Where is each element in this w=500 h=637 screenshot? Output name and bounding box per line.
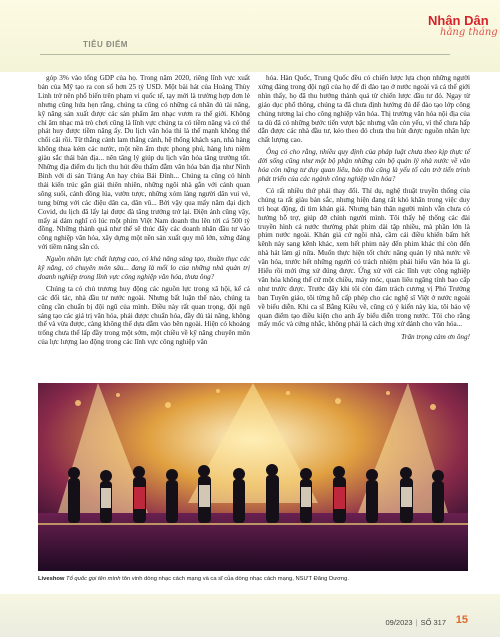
page-footer: [0, 594, 500, 637]
concert-stage-illustration: [38, 383, 468, 571]
publication-logo: [428, 13, 498, 50]
concert-photo: [38, 383, 468, 571]
caption-rest: tôn vinh dòng nhạc cách mạng và ca sĩ của dòng nhạc cách mạng, NSƯT Đăng Dương.: [120, 576, 349, 582]
left-column: [38, 74, 250, 350]
page-header: [0, 0, 500, 72]
article-paragraph: Ông có cho rằng, nhiều quy định của pháp luật chưa theo kịp thực tế đời sống cũng như một bộ phận những cán bộ quản lý nhà nước về văn hóa còn nặng tư duy quan liêu, bảo thủ cũng là yếu tố cản trở tiến trình phát triển của các ngành công nghiệp văn hóa?: [258, 148, 470, 183]
issue-info: [385, 618, 446, 627]
header-divider: [40, 54, 450, 55]
article-paragraph: hóa. Hàn Quốc, Trung Quốc đều có chiến lược lựa chọn những người xứng đáng trong đội ngũ của họ để đi đào tạo ở nước ngoài và cả thế giới nhìn thấy, họ đã thu hướng thành quả từ chiến lược đầu tư đó. Ngay từ giáo dục phổ thông, chúng ta đã chưa định hướng đủ để đào tạo lớp công chúng tương lai cho công nghiệp văn hóa. Thị trường văn hóa nội địa của ta dù đã có những bước tiến vượt bậc nhưng vẫn còn yếu, vì thế chưa hấp dẫn được các nhà đầu tư, kéo theo đó chưa thu hút được nguồn nhân lực chất lượng cao.: [258, 74, 470, 145]
logo-main-text: Nhân Dân: [428, 13, 489, 28]
caption-bold: Liveshow: [38, 576, 65, 582]
article-paragraph: Chúng ta có chủ trương huy động các nguồn lực trong xã hội, kể cả các đối tác, nhà đầu tư nước ngoài. Nhưng bất luận thế nào, chúng ta cũng cần chuẩn bị đội ngũ của mình. Điều này rất quan trọng, đội ngũ sáng tạo các giá trị văn hóa, phải được chuẩn hóa, đầy đủ tài năng, không thể và vừa được, càng không thể dựa dẫm vào bên ngoài. Hiện có khoảng trống chưa thể lấp đầy trong một sớm, một chiều về kỹ năng chuyên môn của lực lượng lao động trong các lĩnh vực công nghiệp văn: [38, 284, 250, 347]
issue-date: 09/2023: [385, 618, 413, 627]
article-paragraph: Nguồn nhân lực chất lượng cao, có khả năng sáng tạo, thuần thục các kỹ năng, có chuyên môn sâu... đang là mối lo của những nhà quản trị doanh nghiệp trong lĩnh vực công nghiệp văn hóa, thưa ông?: [38, 255, 250, 281]
logo-sub-text: hằng tháng: [440, 27, 498, 38]
section-label: TIÊU ĐIỂM: [83, 40, 128, 49]
article-paragraph: góp 3% vào tổng GDP của họ. Trong năm 2020, riêng lĩnh vực xuất bản của Mỹ tạo ra con số hơn 25 tỷ USD. Một bài hát của Hoàng Thùy Linh trở nên phổ biến trên phạm vi quốc tế, tạy mới là trường hợp đơn lẻ nhưng cũng hứa hẹn rằng, chúng ta cũng có những cá nhân đủ tài năng, kỹ năng sản xuất được các sản phẩm âm nhạc vươn ra thế giới. Không chỉ âm nhạc mà trò chơi cũng là lĩnh vực chúng ta có tiềm năng và có thể phát huy được tiềm năng ấy. Du lịch văn hóa thì là thế mạnh không thể chối cãi rồi. Từ thắng cảnh lam thắng cảnh, hệ thống khách sạn, nhà hàng không thua kém các nước, một nền ẩm thực phong phú, hàng lưu niệm giàu sắc thái bản địa... nên tăng lý giúp du lịch văn hóa tăng trưởng tốt. Những địa điểm du lịch thu hút đều thấm đẫm văn hóa bản địa như Ninh Bình với di sản Tràng An hay chùa Bái Đính... Chúng ta cũng có hình thái kiến trúc gắn giải thiên nhiên, những ngôi nhà gắn với cánh quan sông suối, cánh đồng lúa, vườn tược, những xóm làng người dân vui vẻ, tung bừng với các điệu dân ca, dân vũ... Bởi vậy qua mấy năm đại dịch Covid, du lịch đã lấy lại được đà tăng trưởng trở lại. Điện ảnh cũng vậy, mấy ai dám nghĩ có lúc một phim Việt Nam doanh thu lên tới cả 500 tỷ đồng. Những thành quả như thế sẽ thúc đẩy các doanh nhân đầu tư vào công nghiệp văn hóa, xây dựng một nền sản xuất quy mô lớn, xứng đáng với tiềm năng sẵn có.: [38, 74, 250, 252]
photo-caption: [38, 576, 468, 583]
right-column: [258, 74, 470, 345]
page-number: 15: [455, 614, 468, 626]
issue-separator: |: [415, 618, 418, 627]
article-paragraph: Có rất nhiều thứ phải thay đổi. Thí dụ, nghệ thuật truyền thống của chúng ta rất giàu bản sắc, nhưng hiện đang rất khó khăn trong việc duy trì hoạt động, đi tìm khán giả. Nhưng bản thân người mình vẫn chưa có hướng hỗ trợ, giúp đỡ chính người mình. Tôi thấy hệ thống các đài truyền hình cả nước thường phát phim dài tập nhiều, mà phần lớn là phim nước ngoài. Khán giả cứ ngồi nhà, cầm cái điều khiển bấm hết kênh này sang kênh khác, xem hết phim này đến phim khác thì còn đến nhà hát làm gì nữa. Muốn thực hiện tốt chức năng quản lý nhà nước về văn hóa, trước hết những người có trách nhiệm phải hiểu văn hóa là gì. Hiểu rồi mới ứng xử đúng được. Ứng xử với các lĩnh vực công nghiệp văn hóa không thể cứ một chiều, máy móc, quan liêu ngăng tính bao cấp như trước được. Trước đây khi tôi còn đảm trách cương vị Phó Trưởng ban Tuyên giáo, tôi từng hỗ cấp phép cho các nghệ sĩ Việt ở nước ngoài về biểu diễn. Khi ca sĩ Bằng Kiều về, cũng có ý kiến này kia, tôi bảo vệ quan điểm tạo điều kiện cho anh ấy biểu diễn trong nước. Tôi cho rằng mấy mốc và cứng nhắc, không phải là cách ứng xử đánh cho văn hóa...: [258, 186, 470, 329]
issue-number: SỐ 317: [420, 618, 446, 627]
caption-italic: Tổ quốc gọi tên mình: [66, 576, 121, 582]
interview-signoff: Trân trọng cảm ơn ông!: [401, 333, 470, 342]
